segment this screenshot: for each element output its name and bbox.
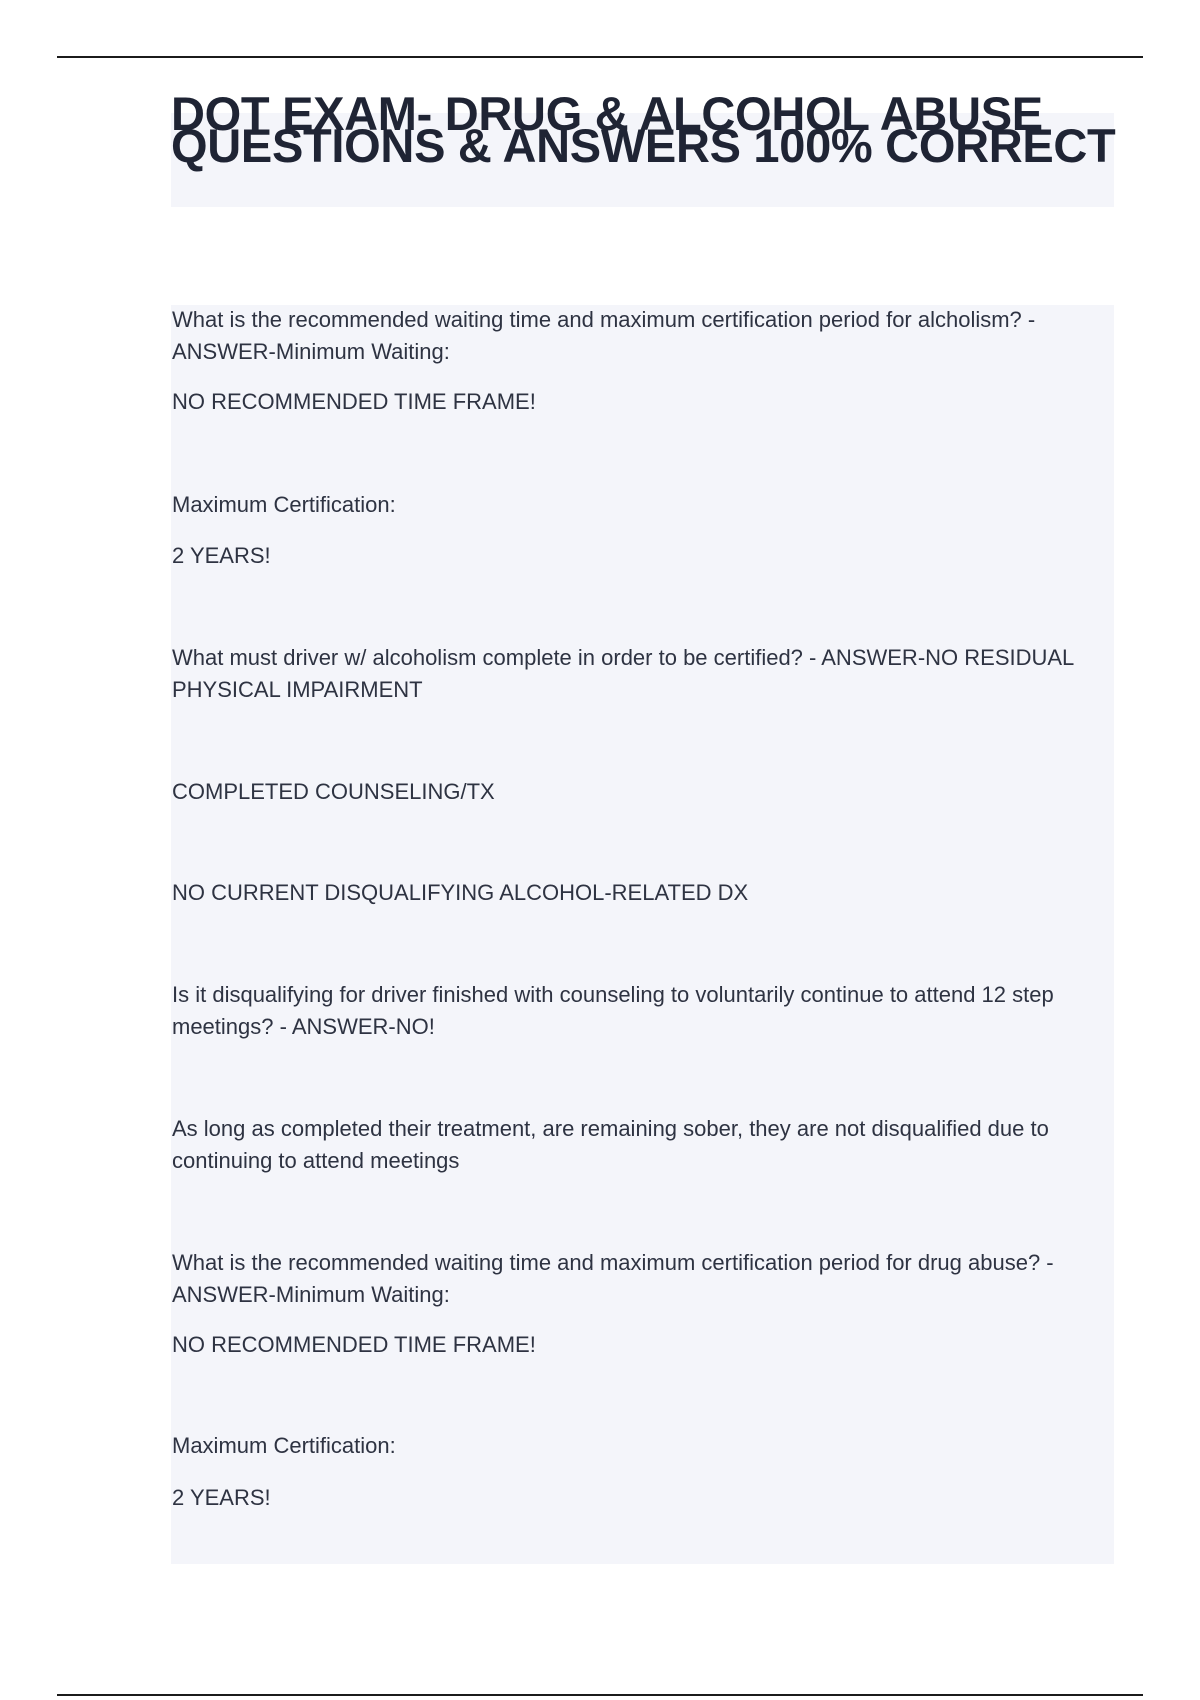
paragraph-q1-answer-1: NO RECOMMENDED TIME FRAME! xyxy=(172,389,536,414)
paragraph-q3: Is it disqualifying for driver finished with counseling to voluntarily continue to attend 12 step meetings? - ANSWER-NO! xyxy=(172,982,1060,1039)
paragraph-q4: What is the recommended waiting time and maximum certification period for drug abuse? - ANSWER-Minimum Waiting: xyxy=(172,1250,1059,1307)
paragraph-q1-answer-3: 2 YEARS! xyxy=(172,543,271,568)
paragraph-q1: What is the recommended waiting time and maximum certification period for alcholism? - ANSWER-Minimum Waiting: xyxy=(172,307,1041,364)
document-title: DOT EXAM- DRUG & ALCOHOL ABUSE QUESTIONS & ANSWERS 100% CORRECT xyxy=(171,87,1116,172)
paragraph-q1-answer-2: Maximum Certification: xyxy=(172,492,396,517)
paragraph-q4-answer-3: 2 YEARS! xyxy=(172,1485,271,1510)
bottom-rule xyxy=(57,1694,1143,1696)
top-rule xyxy=(57,56,1143,58)
paragraph-q2-answer-1: COMPLETED COUNSELING/TX xyxy=(172,779,495,804)
paragraph-q4-answer-2: Maximum Certification: xyxy=(172,1433,396,1458)
paragraph-q4-answer-1: NO RECOMMENDED TIME FRAME! xyxy=(172,1332,536,1357)
paragraph-q2: What must driver w/ alcoholism complete in order to be certified? - ANSWER-NO RESIDUAL PHYSICAL IMPAIRMENT xyxy=(172,645,1080,702)
paragraph-q2-answer-2: NO CURRENT DISQUALIFYING ALCOHOL-RELATED DX xyxy=(172,880,749,905)
paragraph-q3-answer-1: As long as completed their treatment, are remaining sober, they are not disqualified due to continuing to attend meetings xyxy=(172,1116,1055,1173)
